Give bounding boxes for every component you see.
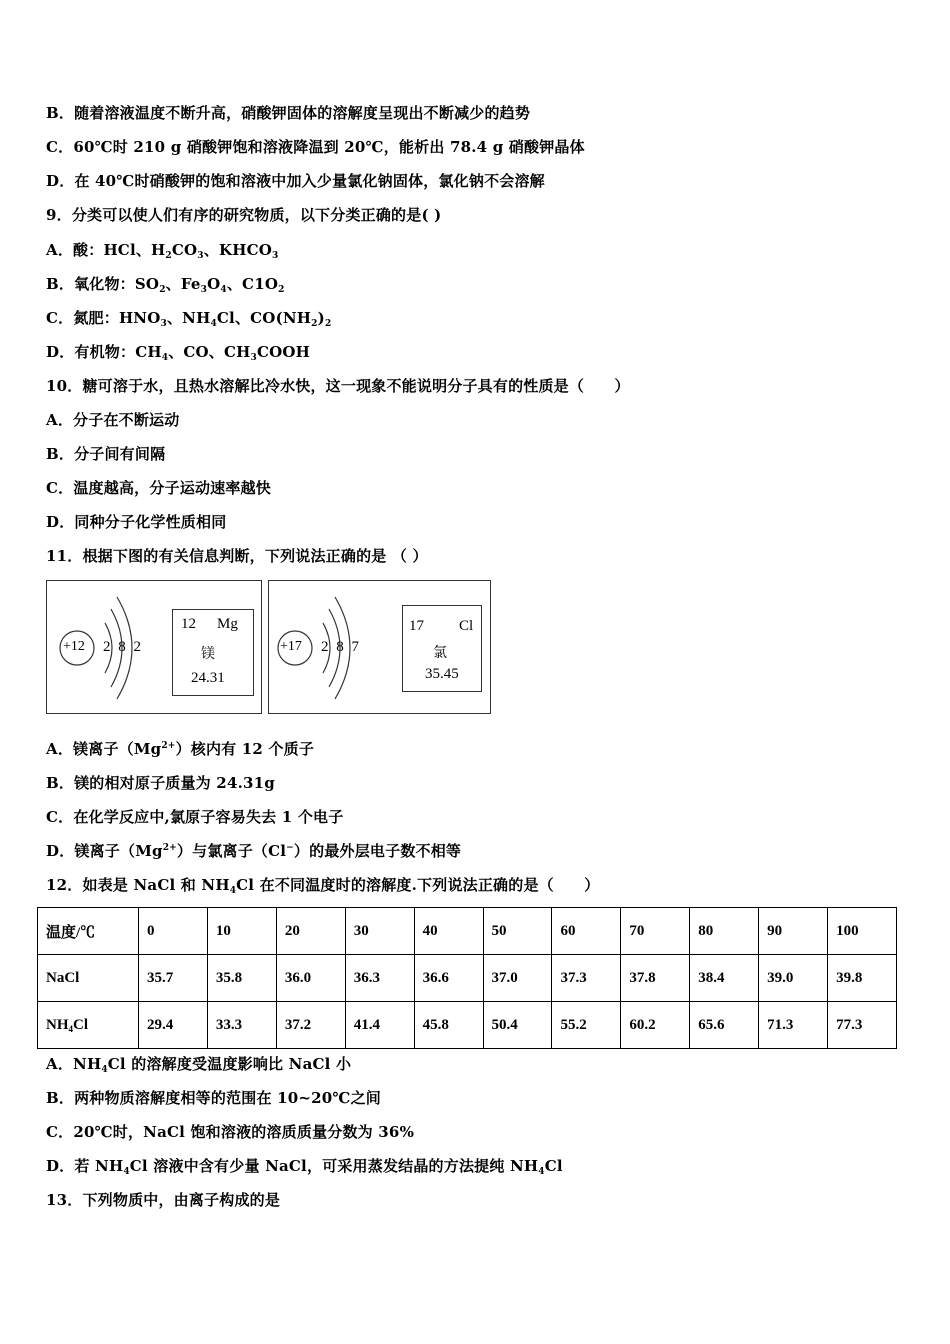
table-cell: 39.8 bbox=[828, 955, 897, 1002]
q9-option-c: C．氮肥：$HNO_3$、$NH_4Cl$、$CO(NH_2)_2$ bbox=[46, 309, 332, 329]
q12-option-c: C．20℃时，NaCl 饱和溶液的溶质质量分数为 36% bbox=[46, 1123, 415, 1141]
table-header-cell: 10 bbox=[207, 908, 276, 955]
mg-name: 镁 bbox=[201, 646, 215, 662]
table-cell: 45.8 bbox=[414, 1002, 483, 1049]
mg-atomic-mass: 24.31 bbox=[191, 670, 225, 686]
q12-option-b: B．两种物质溶解度相等的范围在 10~20℃之间 bbox=[46, 1089, 381, 1107]
table-cell: 33.3 bbox=[207, 1002, 276, 1049]
cl-atom-figure bbox=[268, 580, 491, 714]
mg-symbol: Mg bbox=[217, 616, 238, 632]
table-header-cell: 30 bbox=[345, 908, 414, 955]
table-cell: 37.2 bbox=[276, 1002, 345, 1049]
q12-option-a: A．$NH_4Cl$ 的溶解度受温度影响比 NaCl 小 bbox=[46, 1055, 352, 1075]
q9-stem: 9．分类可以使人们有序的研究物质，以下分类正确的是( ) bbox=[46, 206, 442, 224]
table-cell: 38.4 bbox=[690, 955, 759, 1002]
table-cell: 36.3 bbox=[345, 955, 414, 1002]
table-cell: 77.3 bbox=[828, 1002, 897, 1049]
mg-nucleus-charge: +12 bbox=[63, 639, 85, 654]
table-cell: 41.4 bbox=[345, 1002, 414, 1049]
cl-nucleus-charge: +17 bbox=[280, 639, 302, 654]
table-header-cell: 70 bbox=[621, 908, 690, 955]
q11-option-c: C．在化学反应中,氯原子容易失去 1 个电子 bbox=[46, 808, 344, 826]
q8-option-c: C．60℃时 210 g 硝酸钾饱和溶液降温到 20℃，能析出 78.4 g 硝酸钾晶体 bbox=[46, 138, 585, 156]
table-cell: 50.4 bbox=[483, 1002, 552, 1049]
table-header-cell: 80 bbox=[690, 908, 759, 955]
cl-name: 氯 bbox=[433, 645, 447, 661]
table-row-label: $NH_4Cl$ bbox=[38, 1002, 139, 1049]
cl-electron-shells: 2 8 7 bbox=[321, 639, 361, 655]
table-row-nh4cl bbox=[38, 1002, 897, 1049]
q8-option-b: B．随着溶液温度不断升高，硝酸钾固体的溶解度呈现出不断减少的趋势 bbox=[46, 104, 531, 122]
q11-option-d: D．镁离子$(Mg^{2+})$与氯离子（Cl−）的最外层电子数不相等 bbox=[46, 842, 462, 860]
table-cell: 71.3 bbox=[759, 1002, 828, 1049]
q10-option-a: A．分子在不断运动 bbox=[46, 411, 180, 429]
table-cell: 36.0 bbox=[276, 955, 345, 1002]
cl-symbol: Cl bbox=[459, 618, 474, 634]
table-cell: 35.7 bbox=[139, 955, 208, 1002]
table-cell: 37.0 bbox=[483, 955, 552, 1002]
table-header-row bbox=[38, 908, 897, 955]
table-cell: 55.2 bbox=[552, 1002, 621, 1049]
mg-atomic-number: 12 bbox=[181, 616, 196, 632]
q10-option-b: B．分子间有间隔 bbox=[46, 445, 166, 463]
table-cell: 37.8 bbox=[621, 955, 690, 1002]
q13-stem: 13．下列物质中，由离子构成的是 bbox=[46, 1191, 281, 1209]
mg-atom-figure bbox=[46, 580, 262, 714]
cl-element-card bbox=[402, 605, 482, 692]
q11-stem: 11．根据下图的有关信息判断，下列说法正确的是 （ ） bbox=[46, 547, 428, 565]
cl-atomic-mass: 35.45 bbox=[425, 666, 459, 682]
q9-option-b: B．氧化物：$SO_2$、$Fe_3O_4$、$C1O_2$ bbox=[46, 275, 285, 295]
q11-option-b: B．镁的相对原子质量为 24.31g bbox=[46, 774, 275, 792]
table-cell: 65.6 bbox=[690, 1002, 759, 1049]
table-cell: 36.6 bbox=[414, 955, 483, 1002]
q11-option-a: A．镁离子$(Mg^{2+})$核内有 12 个质子 bbox=[46, 740, 315, 758]
mg-electron-shells: 2 8 2 bbox=[103, 639, 143, 655]
table-cell: 29.4 bbox=[139, 1002, 208, 1049]
mg-element-card bbox=[172, 609, 254, 696]
q9-option-d: D．有机物：$CH_4$、CO、$CH_3COOH$ bbox=[46, 343, 311, 363]
q10-option-d: D．同种分子化学性质相同 bbox=[46, 513, 227, 531]
table-header-cell: 100 bbox=[828, 908, 897, 955]
table-header-cell: 0 bbox=[139, 908, 208, 955]
table-header-cell: 50 bbox=[483, 908, 552, 955]
table-header-cell: 20 bbox=[276, 908, 345, 955]
table-header-label: 温度/℃ bbox=[38, 908, 139, 955]
table-cell: 37.3 bbox=[552, 955, 621, 1002]
solubility-table bbox=[37, 907, 897, 1049]
q10-option-c: C．温度越高，分子运动速率越快 bbox=[46, 479, 271, 497]
q9-option-a: A．酸：HCl、$H_2CO_3$、$KHCO_3$ bbox=[46, 241, 279, 261]
table-cell: 39.0 bbox=[759, 955, 828, 1002]
table-header-cell: 60 bbox=[552, 908, 621, 955]
q12-option-d: D．若 $NH_4Cl$ 溶液中含有少量 NaCl，可采用蒸发结晶的方法提纯 $NH_4Cl$ bbox=[46, 1157, 563, 1177]
table-row-label: NaCl bbox=[38, 955, 139, 1002]
q8-option-d: D．在 40℃时硝酸钾的饱和溶液中加入少量氯化钠固体，氯化钠不会溶解 bbox=[46, 172, 545, 190]
table-row-nacl bbox=[38, 955, 897, 1002]
q10-stem: 10．糖可溶于水，且热水溶解比冷水快，这一现象不能说明分子具有的性质是（ ） bbox=[46, 377, 630, 395]
q12-stem: 12．如表是 NaCl 和 $NH_4Cl$ 在不同温度时的溶解度.下列说法正确的是（ ） bbox=[46, 876, 600, 896]
table-header-cell: 40 bbox=[414, 908, 483, 955]
table-header-cell: 90 bbox=[759, 908, 828, 955]
table-cell: 35.8 bbox=[207, 955, 276, 1002]
table-cell: 60.2 bbox=[621, 1002, 690, 1049]
cl-atomic-number: 17 bbox=[409, 618, 424, 634]
